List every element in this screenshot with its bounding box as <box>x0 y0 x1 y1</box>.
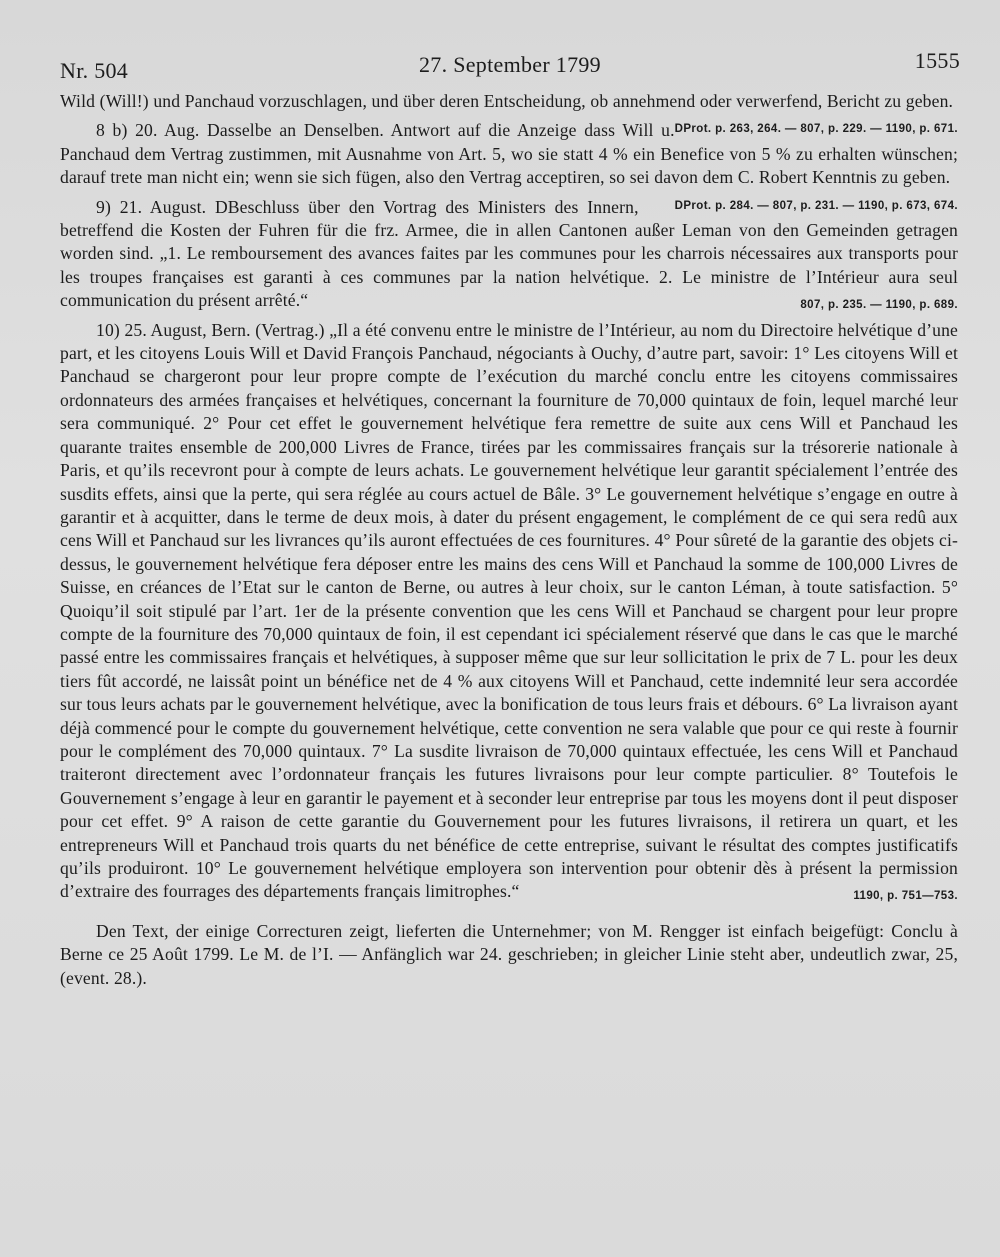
entry-8a-continuation <box>60 90 958 136</box>
entry-10-contract <box>60 319 958 904</box>
entry-text: 8 b) 20. Aug. Dasselbe an Denselben. Antwort auf die Anzeige dass Will u. Panchaud dem Vertrag zustimmen, mit Ausnahme von Art. 5, wo sie statt 4 % ein Benefice von 5 % zu erhalten wünschen; darauf trete man nicht ein; wenn sie sich fügen, also den Vertrag acceptiren, so sei davon dem C. Robert Kenntnis zu geben. <box>60 120 958 188</box>
closing-text: Den Text, der einige Correcturen zeigt, lieferten die Unternehmer; von M. Rengger ist einfach beigefügt: Conclu à Berne ce 25 Août 1799. Le M. de l’I. — Anfänglich war 24. geschrieben; in gleicher Linie steht aber, undeutlich zwar, 25, (event. 28.). <box>60 920 958 988</box>
entry-text: 9) 21. August. DBeschluss über den Vortrag des Ministers des Innern, betreffend die Kosten der Fuhren für die frz. Armee, die in allen Cantonen außer Leman von den Gemeinden getragen worden sind. „1. Le remboursement des avances faites par les communes pour les charrois nécessaires aux transports pour les troupes françaises est garanti à ces communes par la nation helvétique. 2. Le ministre de l’Intérieur aura seul communication du présent arrêté.“ <box>60 196 958 311</box>
entry-text: Wild (Will!) und Panchaud vorzuschlagen, und über deren Entscheidung, ob annehmend oder verwerfend, Bericht zu geben. <box>60 91 954 111</box>
archive-reference: DProt. p. 263, 264. — 807, p. 229. — 1190, p. 671. <box>674 123 958 136</box>
running-head <box>60 48 960 86</box>
archive-reference: 807, p. 235. — 1190, p. 689. <box>800 299 958 312</box>
document-date: 27. September 1799 <box>419 52 601 77</box>
document-number: Nr. 504 <box>60 58 129 83</box>
page-number: 1555 <box>914 48 960 73</box>
archive-reference: DProt. p. 284. — 807, p. 231. — 1190, p. 673, 674. <box>674 199 958 212</box>
editorial-note <box>60 920 958 990</box>
body-text <box>60 90 958 996</box>
entry-text: 10) 25. August, Bern. (Vertrag.) „Il a été convenu entre le ministre de l’Intérieur, au nom du Directoire helvétique d’une part, et les citoyens Louis Will et David François Panchaud, négociants à Ouchy, d’autre part, savoir: 1° Les citoyens Will et Panchaud se chargeront pour leur propre compte de l’exécution du marché conclu entre les citoyens commissaires ordonnateurs des armées françaises et helvétiques, concernant la fourniture de 70,000 quintaux de foin, lequel marché leur sera communiqué. 2° Pour cet effet le gouvernement helvétique fera remettre de suite aux cens Will et Panchaud les quarante traites ensemble de 200,000 Livres de France, tirées par les commissaires français sur la trésorerie nationale à Paris, et qu’ils recevront pour à compte de leurs achats. Le gouvernement helvétique leur garantit spécialement l’entrée des susdits effets, ainsi que la perte, qui sera réglée au cours actuel de Bâle. 3° Le gouvernement helvétique s’engage en outre à garantir et à acquitter, dans le terme de deux mois, à dater du présent engagement, le complément de ce qui sera redû aux cens Will et Panchaud sur les livrances qu’ils auront effectuées de ces fournitures. 4° Pour sûreté de la garantie des objets ci-dessus, le gouvernement helvétique fera déposer entre les mains des cens Will et Panchaud la somme de 100,000 Livres de Suisse, en créances de l’Etat sur le canton de Berne, ou autres à leur choix, sur le canton Léman, à toute satisfaction. 5° Quoiqu’il soit stipulé par l’art. 1er de la présente convention que les cens Will et Panchaud se chargent pour leur propre compte de la fourniture des 70,000 quintaux de foin, il est cependant ici spécialement réservé que dans le cas que le marché passé entre les commissaires français et helvétiques, à supposer même que sur leur sollicitation le prix de 7 L. pour les deux tiers fût accordé, ne laissât point un bénéfice net de 4 % aux citoyens Will et Panchaud, cette indemnité leur sera accordée sur tous leurs achats par le gouvernement helvétique, avec la bonification de tous leurs frais et débours. 6° La livraison ayant déjà commencé pour le compte du gouvernement helvétique, cette convention ne sera valable que pour ce qui reste à fournir pour le complément des 70,000 quintaux. 7° La susdite livraison de 70,000 quintaux effectuée, les cens Will et Panchaud traiteront directement avec l’ordonnateur français les futures livraisons pour leur compte particulier. 8° Toutefois le Gouvernement s’engage à leur en garantir le payement et à seconder leur entreprise par tous les moyens dont il peut disposer pour cet effet. 9° A raison de cette garantie du Gouvernement pour les futures livraisons, il retirera un quart, et les entrepreneurs Will et Panchaud trois quarts du net bénéfice de cette entreprise, suivant le résultat des comptes justificatifs qu’ils produiront. 10° Le gouvernement helvétique employera son intervention pour obtenir dès à présent la permission d’extraire des fourrages des départements français limitrophes.“ <box>60 319 958 902</box>
archive-reference: 1190, p. 751—753. <box>853 890 958 903</box>
